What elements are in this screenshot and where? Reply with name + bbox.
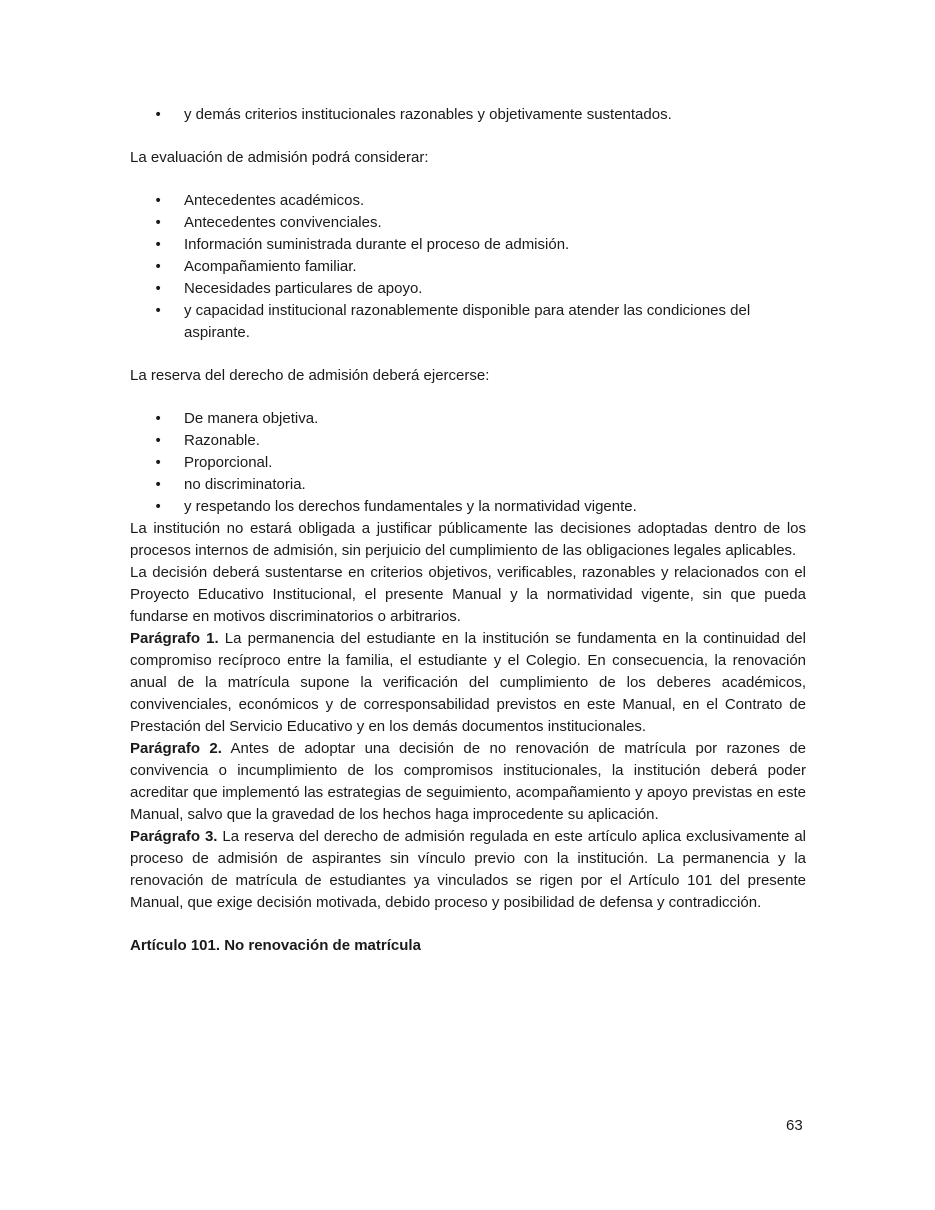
list-item: • De manera objetiva. [130,408,806,430]
paragrafo-3-text: La reserva del derecho de admisión regulada en este artículo aplica exclusivamente al proceso de admisión de aspirantes sin vínculo previo con la institución. La permanencia y la renovación de matrícula de estudiantes ya vinculados se rigen por el Artículo 101 del presente Manual, que exige decisión motivada, debido proceso y posibilidad de defensa y contradicción. [130,828,806,911]
article-heading: Artículo 101. No renovación de matrícula [130,937,421,954]
list-item: • Razonable. [130,430,806,452]
paragrafo-1-text: La permanencia del estudiante en la institución se fundamenta en la continuidad del compromiso recíproco entre la familia, el estudiante y el Colegio. En consecuencia, la renovación anual de la matrícula supone la verificación del cumplimiento de los deberes académicos, convivenciales, económicos y de corresponsabilidad previstos en este Manual, en el Contrato de Prestación del Servicio Educativo y en los demás documentos institucionales. [130,630,806,735]
list-item: • Proporcional. [130,452,806,474]
paragrafo-3 [130,826,806,914]
list-reserva [130,408,806,518]
list-evaluacion [130,190,806,344]
list-item: • Antecedentes convivenciales. [130,212,806,234]
paragrafo-2-label: Parágrafo 2. [130,740,222,757]
page-number: 63 [786,1117,803,1134]
list-item: • y respetando los derechos fundamentales y la normatividad vigente. [130,496,806,518]
list-top [130,104,806,126]
paragrafo-3-label: Parágrafo 3. [130,828,218,845]
intro-reserva: La reserva del derecho de admisión deberá ejercerse: [130,367,490,384]
list-item: • Acompañamiento familiar. [130,256,806,278]
paragrafo-2-text: Antes de adoptar una decisión de no renovación de matrícula por razones de convivencia o incumplimiento de los compromisos institucionales, la institución deberá poder acreditar que implementó las estrategias de seguimiento, acompañamiento y apoyo previstas en este Manual, salvo que la gravedad de los hechos haga improcedente su aplicación. [130,740,806,823]
paragrafo-1-label: Parágrafo 1. [130,630,219,647]
intro-evaluacion: La evaluación de admisión podrá considerar: [130,149,429,166]
paragrafo-1 [130,628,806,738]
paragraph-decision: La decisión deberá sustentarse en criterios objetivos, verificables, razonables y relacionados con el Proyecto Educativo Institucional, el presente Manual y la normatividad vigente, sin que pueda fundarse en motivos discriminatorios o arbitrarios. [130,564,806,625]
paragrafo-2 [130,738,806,826]
paragraph-institucion: La institución no estará obligada a justificar públicamente las decisiones adoptadas dentro de los procesos internos de admisión, sin perjuicio del cumplimiento de las obligaciones legales aplicables. [130,520,806,559]
list-item: • y demás criterios institucionales razonables y objetivamente sustentados. [130,104,806,126]
list-item: • Información suministrada durante el proceso de admisión. [130,234,806,256]
list-item: • Necesidades particulares de apoyo. [130,278,806,300]
list-item: • Antecedentes académicos. [130,190,806,212]
list-item: • no discriminatoria. [130,474,806,496]
list-item: • y capacidad institucional razonablemente disponible para atender las condiciones del aspirante. [130,300,806,344]
